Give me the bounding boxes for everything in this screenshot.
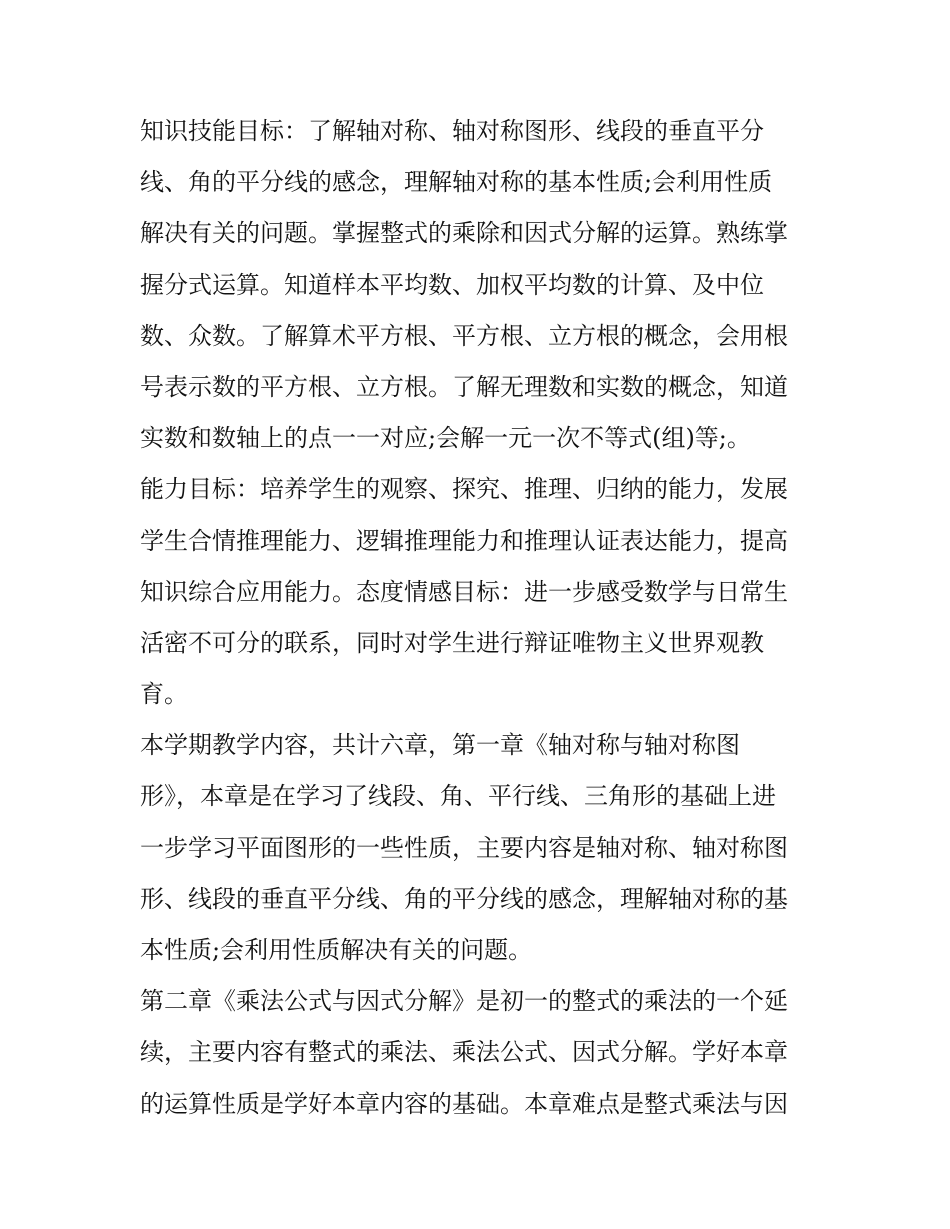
text-line: 活密不可分的联系，同时对学生进行辩证唯物主义世界观教	[140, 628, 764, 657]
text-line: 握分式运算。知道样本平均数、加权平均数的计算、及中位	[140, 270, 764, 299]
text-line: 数、众数。了解算术平方根、平方根、立方根的概念，会用根	[140, 321, 788, 350]
text-line: 第二章《乘法公式与因式分解》是初一的整式的乘法的一个延	[140, 987, 788, 1016]
text-line: 学生合情推理能力、逻辑推理能力和推理认证表达能力，提高	[140, 526, 788, 555]
text-line: 线、角的平分线的感念，理解轴对称的基本性质;会利用性质	[140, 168, 773, 197]
text-line: 解决有关的问题。掌握整式的乘除和因式分解的运算。熟练掌	[140, 219, 788, 248]
text-line: 形》，本章是在学习了线段、角、平行线、三角形的基础上进	[140, 782, 776, 811]
text-line: 知识综合应用能力。态度情感目标：进一步感受数学与日常生	[140, 577, 788, 606]
text-line: 的运算性质是学好本章内容的基础。本章难点是整式乘法与因	[140, 1089, 788, 1118]
text-line: 一步学习平面图形的一些性质，主要内容是轴对称、轴对称图	[140, 833, 788, 862]
text-line: 本性质;会利用性质解决有关的问题。	[140, 936, 533, 964]
text-line: 续，主要内容有整式的乘法、乘法公式、因式分解。学好本章	[140, 1038, 788, 1067]
text-line: 形、线段的垂直平分线、角的平分线的感念，理解轴对称的基	[140, 884, 788, 913]
text-line: 知识技能目标：了解轴对称、轴对称图形、线段的垂直平分	[140, 117, 764, 145]
text-line: 能力目标：培养学生的观察、探究、推理、归纳的能力，发展	[140, 475, 788, 504]
text-line: 育。	[140, 680, 188, 709]
text-line: 本学期教学内容，共计六章，第一章《轴对称与轴对称图	[140, 731, 740, 760]
document-body	[140, 106, 820, 1130]
text-line: 号表示数的平方根、立方根。了解无理数和实数的概念，知道	[140, 372, 788, 401]
text-line: 实数和数轴上的点一一对应;会解一元一次不等式(组)等;。	[140, 424, 751, 453]
